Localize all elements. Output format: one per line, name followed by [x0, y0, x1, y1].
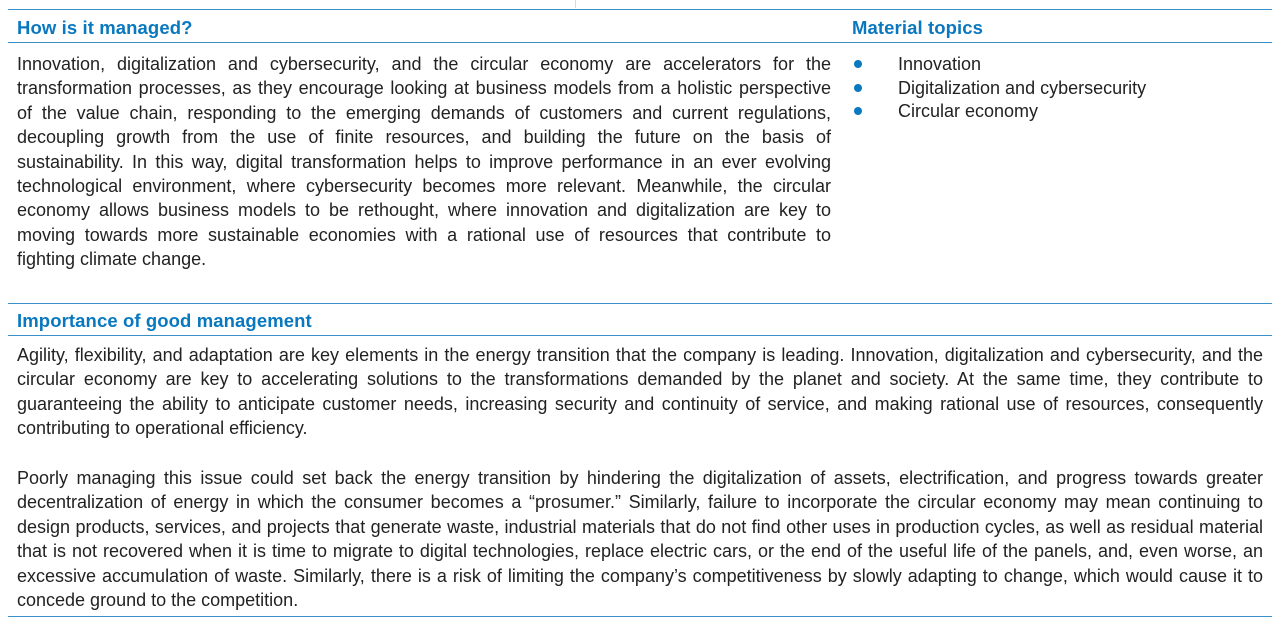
- list-item: [852, 100, 1146, 124]
- top-divider-tick: [575, 0, 576, 8]
- bullet-icon: [854, 107, 862, 115]
- topic-label: Innovation: [898, 54, 982, 74]
- topic-label: Digitalization and cybersecurity: [898, 77, 1147, 98]
- heading-importance: Importance of good management: [17, 310, 312, 331]
- material-topics-list: [852, 53, 1146, 124]
- rule-below-heading: [8, 42, 1272, 43]
- rule-bottom: [8, 616, 1272, 617]
- heading-material-topics: Material topics: [852, 17, 984, 38]
- bullet-icon: [854, 60, 862, 68]
- management-text: Innovation, digitalization and cybersecurity, and the circular economy are accelerators for the transformation processes, as they encourage looking at business models from a holistic perspective of the value chain, responding to the emerging demands of customers and current regulations, decoupling growth from the use of finite resources, and building the future on the basis of sustainability. In this way, digital transformation helps to improve performance in an ever evolving technological environment, where cybersecurity becomes more relevant. Meanwhile, the circular economy allows business models to be rethought, where innovation and digitalization are key to moving towards more sustainable economies with a rational use of resources that contribute to fighting climate change.: [17, 54, 831, 270]
- heading-how-managed: How is it managed?: [17, 17, 193, 38]
- rule-section-divider: [8, 303, 1272, 304]
- rule-top: [8, 9, 1272, 10]
- importance-paragraph-1: Agility, flexibility, and adaptation are key elements in the energy transition that the company is leading. Innovation, digitalization and cybersecurity, and the circular economy are key to accelerating solutions to the transformations demanded by the planet and society. At the same time, they contribute to guaranteeing the ability to anticipate customer needs, increasing security and continuity of service, and making rational use of resources, consequently contributing to operational efficiency.: [17, 345, 1263, 439]
- list-item: [852, 77, 1146, 101]
- topic-label: Circular economy: [898, 101, 1039, 121]
- rule-below-importance: [8, 335, 1272, 336]
- importance-paragraph-2: Poorly managing this issue could set back the energy transition by hindering the digitalization of assets, electrification, and progress towards greater decentralization of energy in which the consumer becomes a “prosumer.” Similarly, failure to incorporate the circular economy may mean continuing to design products, services, and projects that generate waste, industrial materials that do not find other uses in production cycles, as well as residual material that is not recovered when it is time to migrate to digital technologies, replace electric cars, or the end of the useful life of the panels, and, even worse, an excessive accumulation of waste. Similarly, there is a risk of limiting the company’s competitiveness by slowly adapting to change, which would cause it to concede ground to the competition.: [17, 468, 1263, 611]
- bullet-icon: [854, 84, 862, 92]
- list-item: [852, 53, 1146, 77]
